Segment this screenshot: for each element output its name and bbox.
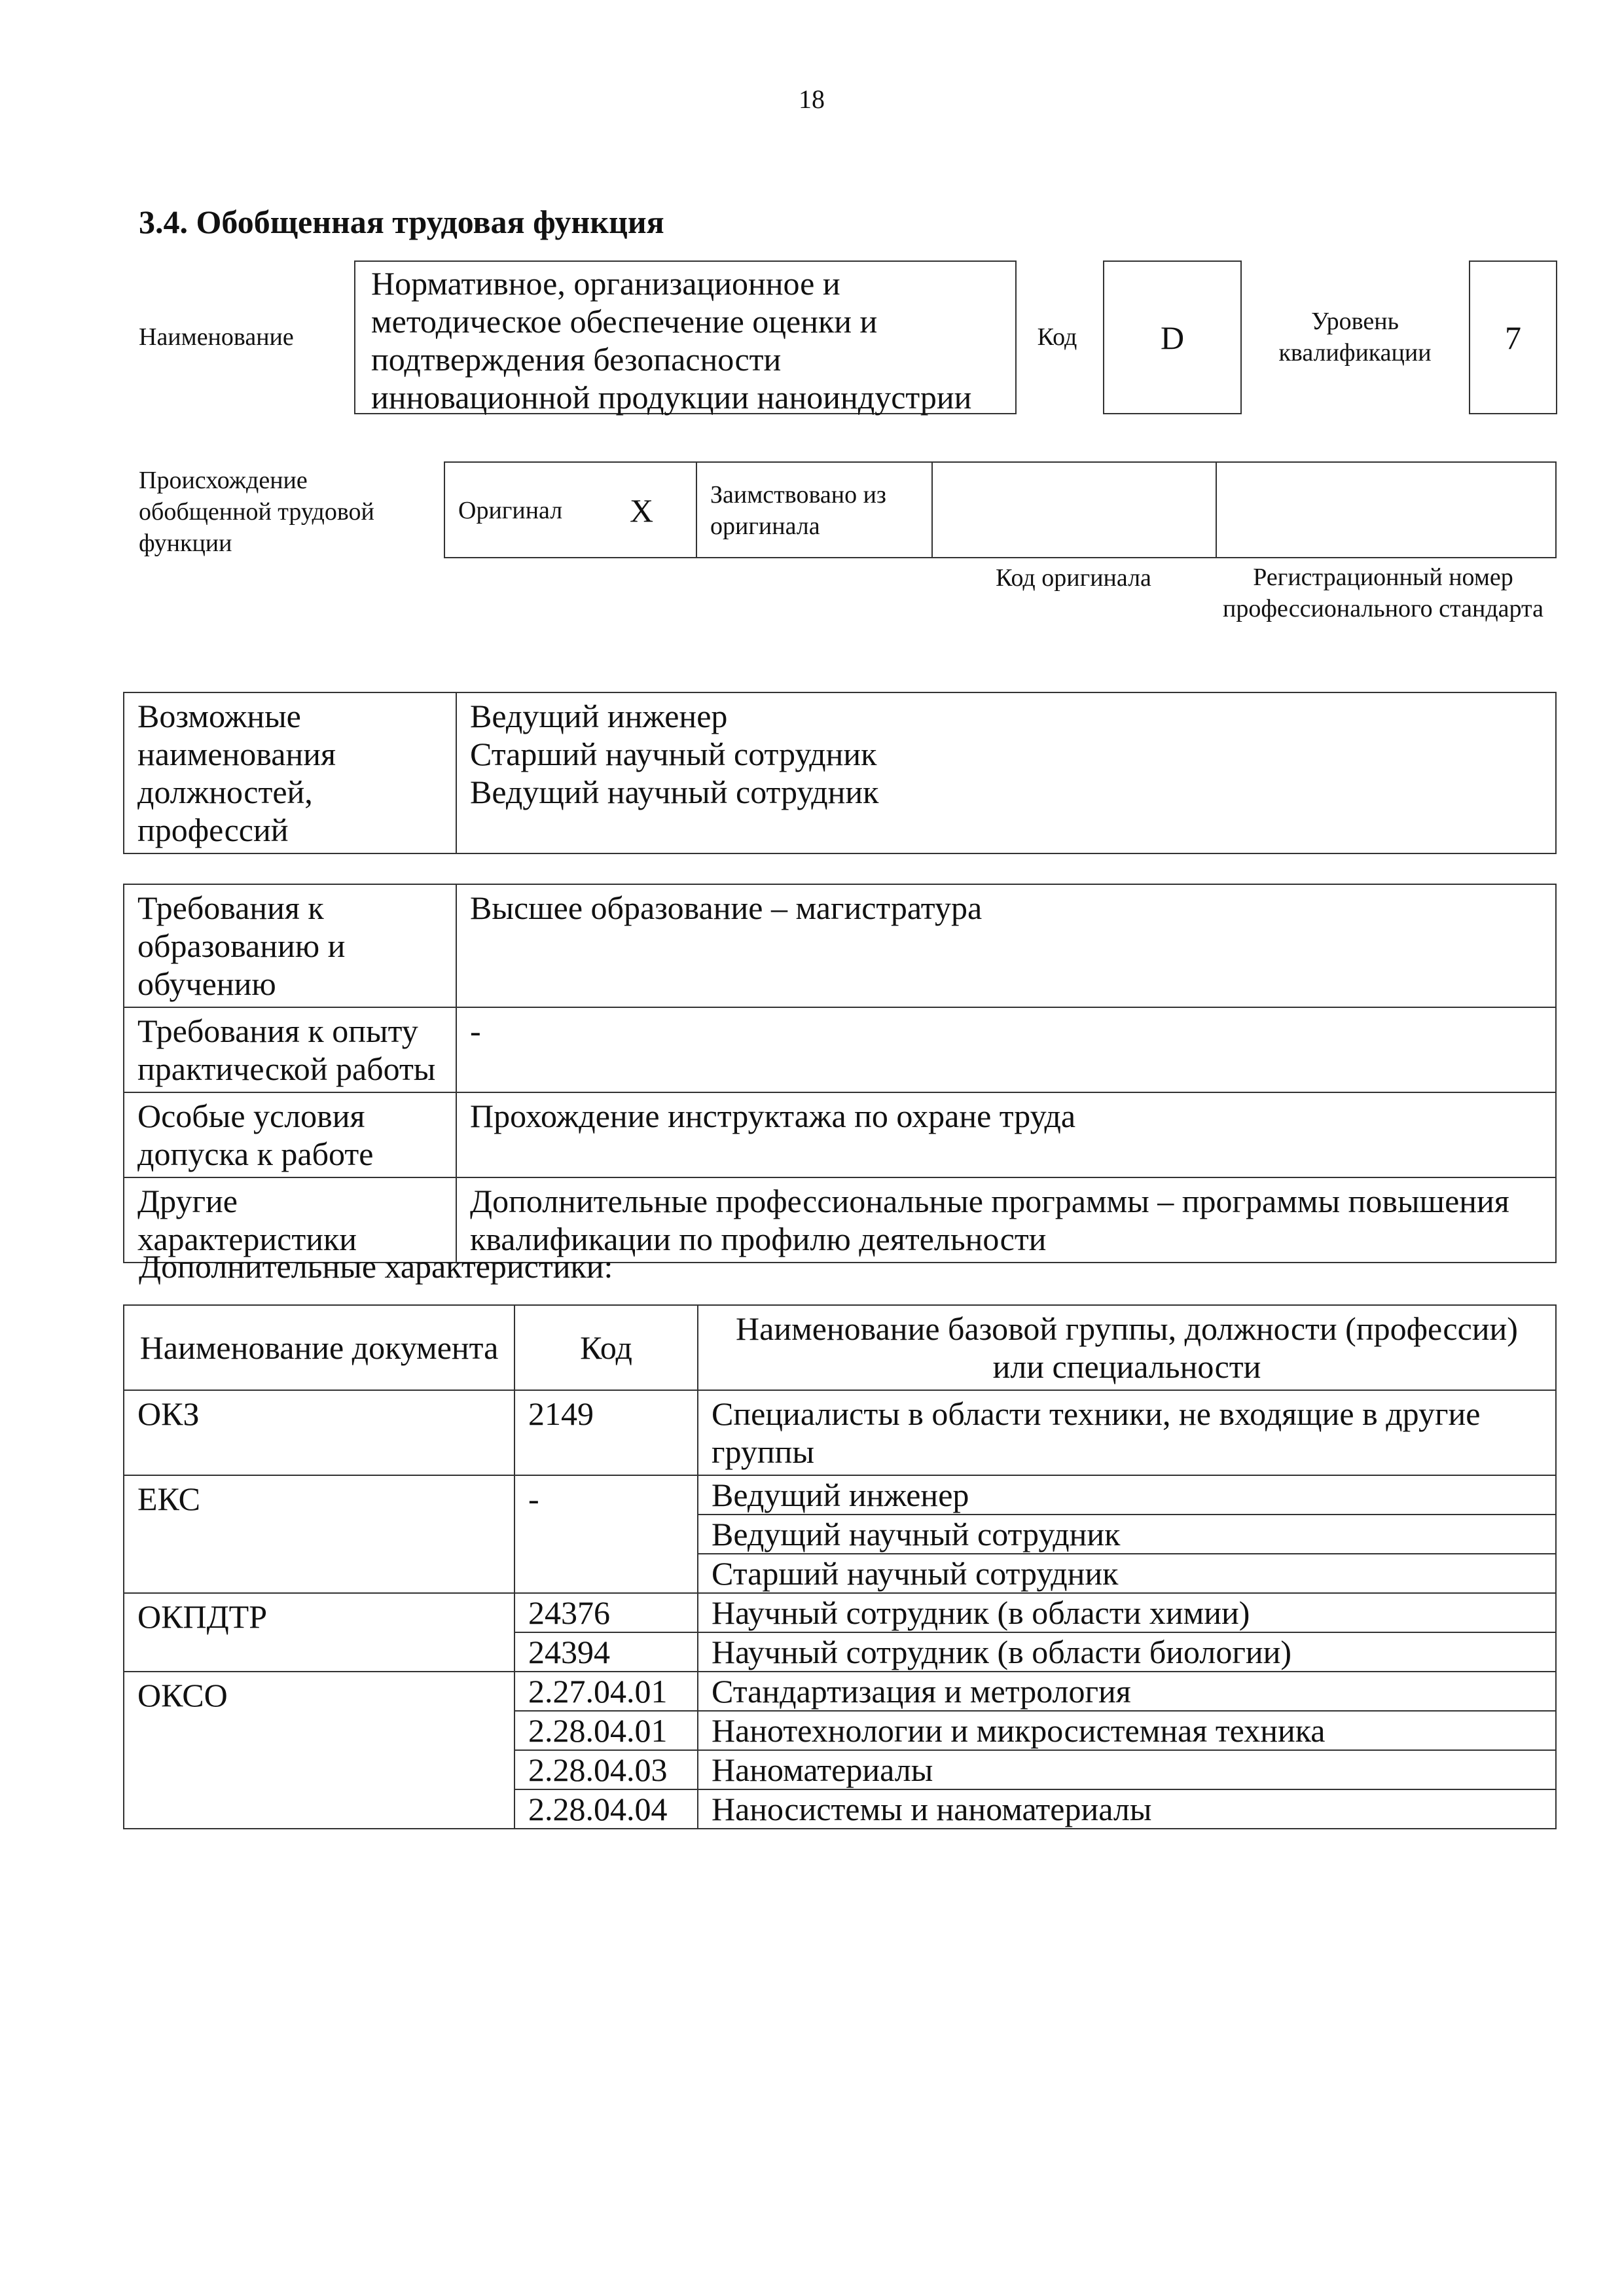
original-mark: X [629,492,654,529]
positions-table [123,692,1557,854]
requirements-table [123,884,1557,1263]
page-number: 18 [799,84,825,114]
original-label: Оригинал [458,497,563,524]
okpdtr-code: 24376 [514,1593,698,1632]
level-value: 7 [1469,260,1557,414]
okz-name: Специалисты в области техники, не входящие в другие группы [698,1390,1556,1475]
position-item: Ведущий инженер [470,698,728,734]
header-doc: Наименование документа [124,1305,514,1390]
okso-name: Наносистемы и наноматериалы [698,1789,1556,1829]
eks-doc: ЕКС [124,1475,514,1593]
origin-divider-3 [1216,461,1217,558]
position-item: Старший научный сотрудник [470,736,877,772]
eks-name: Старший научный сотрудник [698,1554,1556,1593]
okso-name: Наноматериалы [698,1750,1556,1789]
additional-title: Дополнительные характеристики: [139,1248,613,1285]
experience-value: - [456,1007,1556,1092]
positions-list [456,692,1556,853]
okso-name: Стандартизация и метрология [698,1672,1556,1711]
header-name: Наименование базовой группы, должности (профессии) или специальности [698,1305,1556,1390]
okpdtr-doc: ОКПДТР [124,1593,514,1672]
origin-divider-1 [696,461,697,558]
origin-label: Происхождение обобщенной трудовой функции [139,467,374,557]
okz-doc: ОКЗ [124,1390,514,1475]
positions-label: Возможные наименования должностей, профессий [124,692,456,853]
other-value: Дополнительные профессиональные программы – программы повышения квалификации по профилю деятельности [456,1177,1556,1263]
section-title: 3.4. Обобщенная трудовая функция [139,204,664,240]
origin-divider-2 [931,461,933,558]
education-label: Требования к образованию и обучению [124,884,456,1007]
code-label: Код [1037,323,1077,351]
okpdtr-name: Научный сотрудник (в области химии) [698,1593,1556,1632]
okso-code: 2.27.04.01 [514,1672,698,1711]
borrowed-label: Заимствовано из оригинала [710,481,886,540]
okso-doc: ОКСО [124,1672,514,1829]
eks-name: Ведущий инженер [698,1475,1556,1515]
reg-number-caption: Регистрационный номер профессионального стандарта [1223,564,1543,622]
eks-code: - [514,1475,698,1593]
function-name: Нормативное, организационное и методическое обеспечение оценки и подтверждения безопасности инновационной продукции наноиндустрии [354,260,1017,414]
experience-label: Требования к опыту практической работы [124,1007,456,1092]
level-label: Уровень квалификации [1278,308,1432,367]
eks-name: Ведущий научный сотрудник [698,1515,1556,1554]
other-label: Другие характеристики [124,1177,456,1263]
code-value: D [1103,260,1242,414]
code-original-caption: Код оригинала [996,564,1151,592]
position-item: Ведущий научный сотрудник [470,774,879,810]
header-code: Код [514,1305,698,1390]
admission-value: Прохождение инструктажа по охране труда [456,1092,1556,1177]
okpdtr-code: 24394 [514,1632,698,1672]
okso-name: Нанотехнологии и микросистемная техника [698,1711,1556,1750]
name-label: Наименование [139,323,294,351]
origin-box [444,461,1557,558]
okpdtr-name: Научный сотрудник (в области биологии) [698,1632,1556,1672]
okz-code: 2149 [514,1390,698,1475]
education-value: Высшее образование – магистратура [456,884,1556,1007]
okso-code: 2.28.04.01 [514,1711,698,1750]
okso-code: 2.28.04.03 [514,1750,698,1789]
okso-code: 2.28.04.04 [514,1789,698,1829]
additional-table [123,1304,1557,1829]
admission-label: Особые условия допуска к работе [124,1092,456,1177]
